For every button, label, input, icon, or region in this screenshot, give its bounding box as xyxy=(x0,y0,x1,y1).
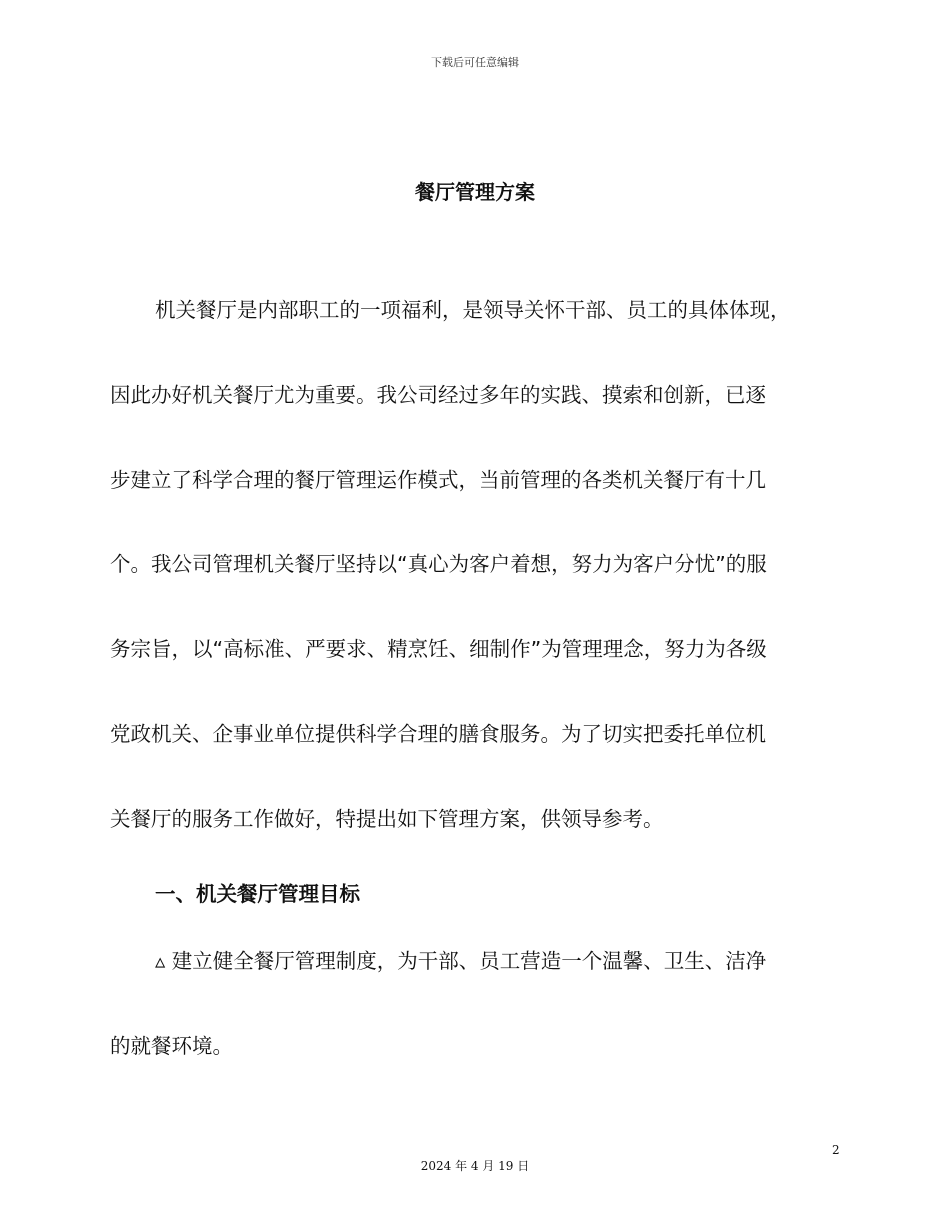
intro-line-7: 关餐厅的服务工作做好，特提出如下管理方案，供领导参考。 xyxy=(110,807,664,831)
document-title: 餐厅管理方案 xyxy=(415,180,535,204)
intro-line-6: 党政机关、企事业单位提供科学合理的膳食服务。为了切实把委托单位机 xyxy=(110,722,766,746)
intro-line-4: 个。我公司管理机关餐厅坚持以“真心为客户着想，努力为客户分忧”的服 xyxy=(110,552,767,576)
intro-line-2: 因此办好机关餐厅尤为重要。我公司经过多年的实践、摸索和创新，已逐 xyxy=(110,383,766,407)
footer-date: 2024 年 4 月 19 日 xyxy=(420,1159,530,1173)
section1-line-1: ▵ 建立健全餐厅管理制度，为干部、员工营造一个温馨、卫生、洁净 xyxy=(155,949,767,973)
section1-line-2: 的就餐环境。 xyxy=(110,1034,233,1058)
section-heading: 一、机关餐厅管理目标 xyxy=(155,882,360,906)
intro-line-5: 务宗旨，以“高标准、严要求、精烹饪、细制作”为管理理念，努力为各级 xyxy=(110,637,767,661)
intro-line-1: 机关餐厅是内部职工的一项福利，是领导关怀干部、员工的具体体现， xyxy=(155,298,791,322)
page-number: 2 xyxy=(832,1143,840,1157)
header-note: 下载后可任意编辑 xyxy=(431,56,519,69)
intro-line-3: 步建立了科学合理的餐厅管理运作模式，当前管理的各类机关餐厅有十几 xyxy=(110,468,766,492)
